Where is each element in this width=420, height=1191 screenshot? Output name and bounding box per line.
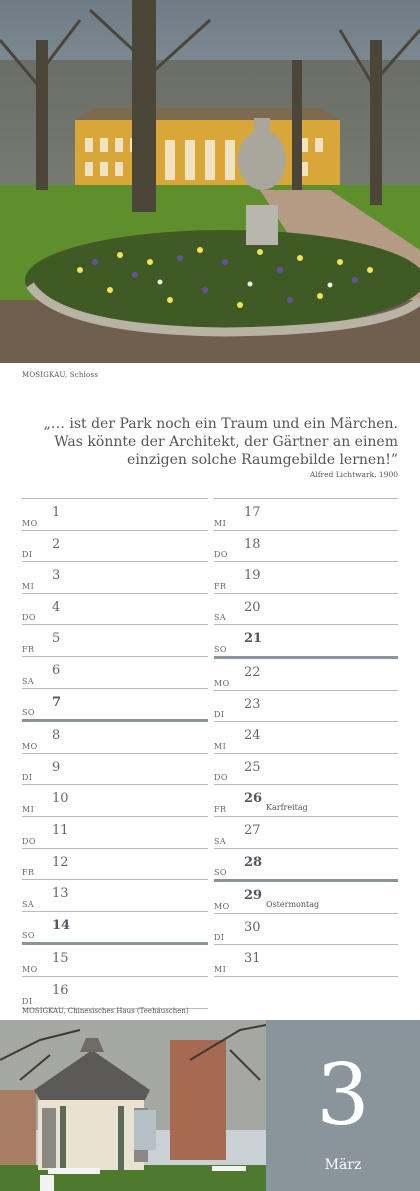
calendar-day-row [22, 753, 208, 785]
calendar-day-row [214, 816, 398, 848]
weekday-label: DO [214, 773, 228, 783]
quote-line: einzigen solche Raumgebilde lernen!” [127, 452, 398, 468]
calendar-day-row [214, 656, 398, 690]
day-number: 10 [52, 791, 69, 807]
calendar-day-row [22, 784, 208, 816]
month-number: 3 [316, 1046, 370, 1144]
weekday-label: MO [22, 518, 38, 528]
day-number: 3 [52, 568, 61, 584]
calendar-day-row [214, 721, 398, 753]
holiday-label: Karfreitag [266, 803, 308, 813]
calendar-day-row [22, 942, 208, 976]
calendar-day-row [214, 624, 398, 656]
day-number: 22 [244, 664, 261, 680]
weekday-label: DO [22, 613, 36, 623]
weekday-label: SA [214, 613, 227, 623]
calendar-day-row [22, 816, 208, 848]
month-name: März [324, 1157, 362, 1173]
calendar-day-row [22, 848, 208, 880]
weekday-label: MI [22, 581, 35, 591]
weekday-label: FR [22, 644, 35, 654]
weekday-label: SO [22, 708, 35, 718]
day-number: 29 [244, 888, 263, 904]
day-number: 16 [52, 982, 69, 998]
calendar-day-row [22, 719, 208, 753]
calendar-day-row [214, 530, 398, 562]
calendar-day-row [22, 688, 208, 720]
calendar-day-row [214, 561, 398, 593]
weekday-label: DI [214, 933, 225, 943]
weekday-label: SA [22, 676, 35, 686]
day-number: 26 [244, 791, 263, 807]
calendar-day-row [22, 976, 208, 1009]
calendar-day-row [214, 944, 398, 977]
day-number: 18 [244, 536, 261, 552]
day-number: 13 [52, 886, 69, 902]
day-number: 25 [244, 759, 261, 775]
calendar-day-row [214, 784, 398, 816]
photo-schloss [0, 0, 420, 363]
day-number: 12 [52, 854, 69, 870]
day-number: 5 [52, 631, 61, 647]
holiday-label: Ostermontag [266, 900, 320, 910]
day-number: 1 [52, 505, 61, 520]
quote [38, 415, 398, 469]
weekday-label: FR [214, 804, 227, 814]
day-number: 6 [52, 662, 61, 678]
weekday-label: MI [22, 804, 35, 814]
calendar-day-row [22, 561, 208, 593]
weekday-label: SO [214, 644, 227, 654]
quote-line: „… ist der Park noch ein Traum und ein Märchen. [43, 416, 398, 432]
weekday-label: DO [22, 836, 36, 846]
calendar-day-row [22, 624, 208, 656]
day-number: 8 [52, 728, 61, 744]
weekday-label: DI [22, 550, 33, 560]
calendar-day-row [214, 498, 398, 530]
day-number: 2 [52, 536, 61, 552]
calendar-day-row [22, 656, 208, 688]
weekday-label: MO [22, 964, 38, 974]
calendar-day-row [214, 753, 398, 785]
weekday-label: DI [214, 710, 225, 720]
day-number: 19 [244, 568, 261, 584]
weekday-label: FR [22, 868, 35, 878]
day-number: 24 [244, 728, 261, 744]
calendar-day-row [22, 530, 208, 562]
calendar-day-row [22, 498, 208, 530]
photo-caption-top: MOSIGKAU, Schloss [22, 371, 99, 379]
day-number: 15 [52, 951, 69, 967]
calendar-day-row [214, 848, 398, 880]
weekday-label: MI [214, 964, 227, 974]
calendar-day-row [214, 913, 398, 945]
calendar-column-right [214, 498, 398, 977]
day-number: 9 [52, 759, 61, 775]
calendar-column-left [22, 498, 208, 1009]
day-number: 17 [244, 505, 261, 520]
day-number: 28 [244, 854, 263, 870]
day-number: 31 [244, 951, 261, 967]
day-number: 7 [52, 694, 62, 710]
quote-line: Was könnte der Architekt, der Gärtner an einem [54, 434, 398, 450]
calendar-day-row [22, 879, 208, 911]
photo-chinesisches-haus [0, 1020, 266, 1191]
day-number: 21 [244, 631, 263, 647]
weekday-label: MO [22, 741, 38, 751]
calendar-day-row [214, 593, 398, 625]
weekday-label: SA [22, 899, 35, 909]
day-number: 4 [52, 599, 61, 615]
weekday-label: FR [214, 581, 227, 591]
weekday-label: SA [214, 836, 227, 846]
weekday-label: MI [214, 518, 227, 528]
weekday-label: MO [214, 678, 230, 688]
calendar-day-row [214, 690, 398, 722]
day-number: 30 [244, 919, 261, 935]
weekday-label: DO [214, 550, 228, 560]
day-number: 23 [244, 696, 261, 712]
calendar-day-row [214, 879, 398, 913]
day-number: 14 [52, 917, 71, 933]
month-block [266, 1020, 420, 1191]
weekday-label: MO [214, 901, 230, 911]
photo-caption-bottom: MOSIGKAU, Chinesisches Haus (Teehäuschen) [22, 1007, 189, 1015]
day-number: 20 [244, 599, 261, 615]
calendar-day-row [22, 593, 208, 625]
day-number: 11 [52, 822, 69, 838]
day-number: 27 [244, 822, 261, 838]
calendar-day-row [22, 911, 208, 943]
weekday-label: SO [214, 868, 227, 878]
weekday-label: DI [22, 773, 33, 783]
weekday-label: DI [22, 996, 33, 1006]
weekday-label: MI [214, 741, 227, 751]
weekday-label: SO [22, 931, 35, 941]
quote-author: Alfred Lichtwark, 1900 [309, 470, 398, 479]
